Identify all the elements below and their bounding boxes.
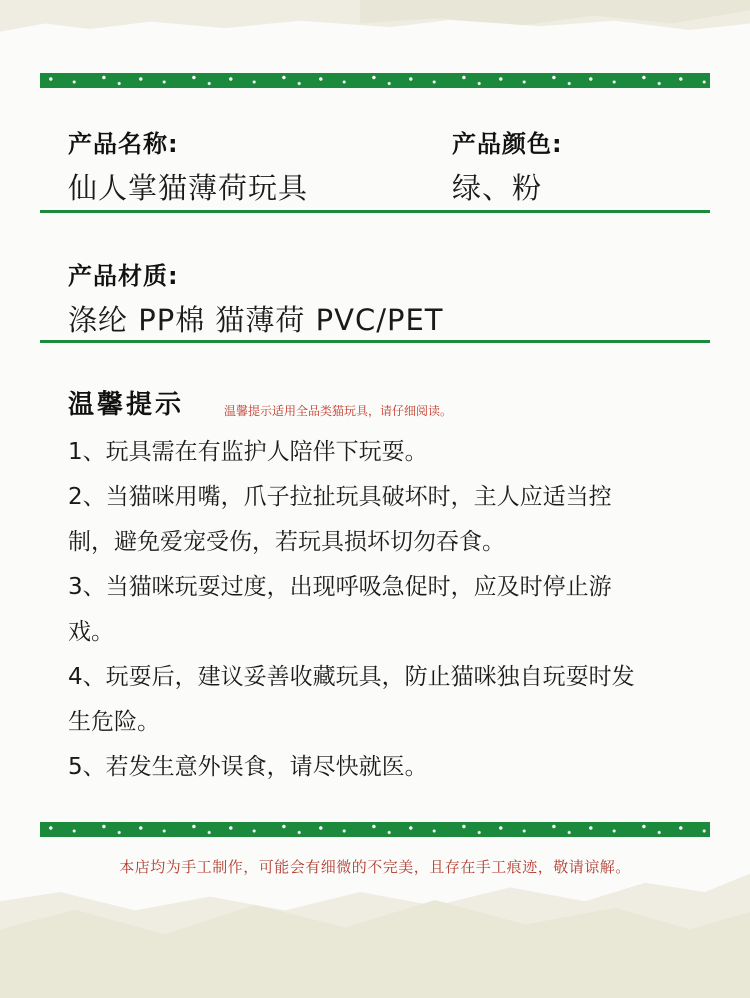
tip-item: 4、玩耍后，建议妥善收藏玩具，防止猫咪独自玩耍时发生危险。 [68, 664, 635, 735]
torn-paper-bottom [0, 900, 750, 998]
product-color-label: 产品颜色: [452, 130, 563, 158]
tips-note: 温馨提示适用全品类猫玩具，请仔细阅读。 [224, 404, 453, 418]
product-color-value: 绿、粉 [452, 171, 543, 205]
divider-1 [40, 210, 710, 213]
bottom-green-band [40, 822, 710, 837]
tip-item: 2、当猫咪用嘴，爪子拉扯玩具破坏时，主人应适当控制，避免爱宠受伤，若玩具损坏切勿吞食。 [68, 484, 612, 555]
product-name-value: 仙人掌猫薄荷玩具 [68, 171, 309, 205]
tips-list [68, 430, 648, 790]
divider-2 [40, 340, 710, 343]
product-name-label: 产品名称: [68, 130, 179, 158]
tip-item: 5、若发生意外误食，请尽快就医。 [68, 754, 428, 780]
product-material-label: 产品材质: [68, 262, 179, 290]
product-material-value: 涤纶 PP棉 猫薄荷 PVC/PET [68, 303, 444, 337]
footer-disclaimer: 本店均为手工制作，可能会有细微的不完美，且存在手工痕迹，敬请谅解。 [119, 858, 631, 876]
tip-item: 1、玩具需在有监护人陪伴下玩耍。 [68, 439, 428, 465]
top-green-band [40, 73, 710, 88]
tip-item: 3、当猫咪玩耍过度，出现呼吸急促时，应及时停止游戏。 [68, 574, 612, 645]
tips-title: 温馨提示 [68, 390, 185, 420]
torn-paper-top [360, 0, 750, 26]
